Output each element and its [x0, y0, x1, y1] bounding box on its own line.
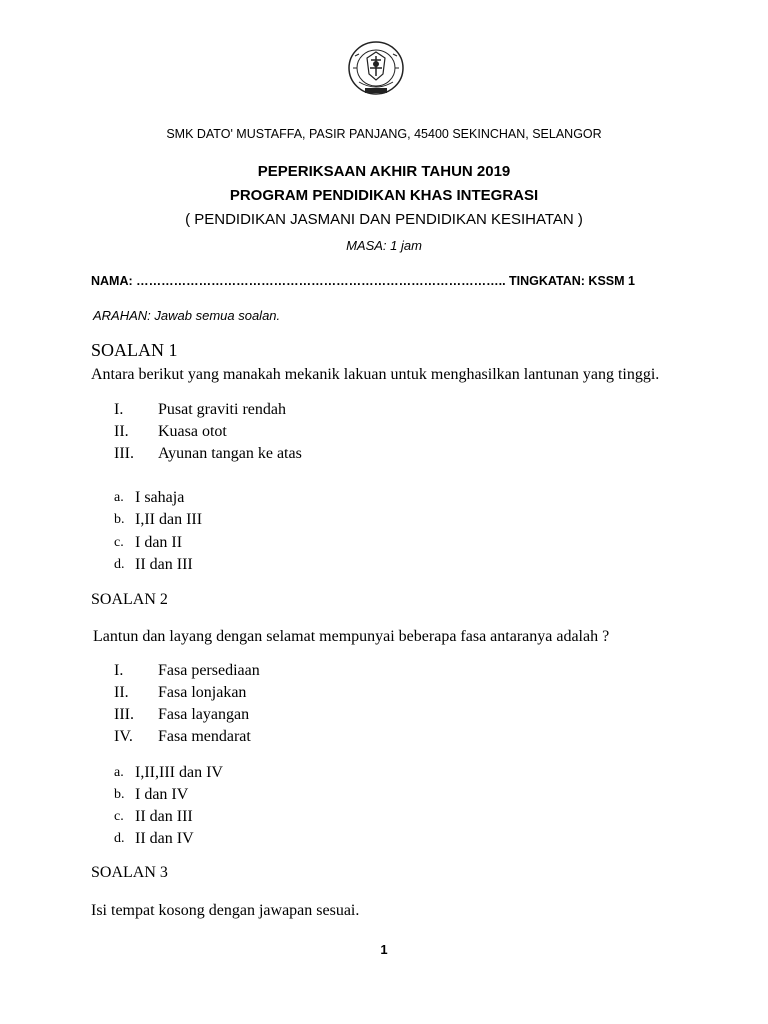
- instruction: ARAHAN: Jawab semua soalan.: [93, 308, 281, 323]
- statement-text: Kuasa otot: [158, 423, 227, 440]
- question-1-text: Antara berikut yang manakah mekanik lakuan untuk menghasilkan lantunan yang tinggi.: [91, 366, 660, 383]
- statement-number: I.: [114, 662, 124, 679]
- question-3-heading: SOALAN 3: [91, 864, 168, 881]
- option-key: b.: [114, 512, 125, 527]
- statement-number: III.: [114, 706, 134, 723]
- student-name-line: NAMA: …………………………………………………………………………….. TINGKATAN: KSSM 1: [91, 274, 635, 288]
- option-key: d.: [114, 831, 125, 846]
- option-key: c.: [114, 809, 124, 824]
- statement-number: I.: [114, 401, 124, 418]
- statement-text: Fasa persediaan: [158, 662, 260, 679]
- statement-text: Pusat graviti rendah: [158, 401, 286, 418]
- option-key: a.: [114, 490, 124, 505]
- statement-number: II.: [114, 684, 129, 701]
- statement-text: Fasa layangan: [158, 706, 250, 723]
- option-key: a.: [114, 765, 124, 780]
- option-text: I,II,III dan IV: [135, 764, 223, 781]
- statement-text: Fasa lonjakan: [158, 684, 247, 701]
- statement-text: Fasa mendarat: [158, 728, 251, 745]
- school-logo: [345, 38, 407, 102]
- question-2-text: Lantun dan layang dengan selamat mempunyai beberapa fasa antaranya adalah ?: [93, 628, 610, 645]
- option-key: b.: [114, 787, 125, 802]
- option-text: I dan II: [135, 534, 183, 551]
- statement-number: III.: [114, 445, 134, 462]
- option-key: c.: [114, 535, 124, 550]
- option-text: I sahaja: [135, 489, 185, 506]
- statement-number: IV.: [114, 728, 133, 745]
- school-address: SMK DATO' MUSTAFFA, PASIR PANJANG, 45400 SEKINCHAN, SELANGOR: [166, 127, 602, 141]
- option-key: d.: [114, 557, 125, 572]
- exam-title: PEPERIKSAAN AKHIR TAHUN 2019: [257, 163, 511, 180]
- program-title: PROGRAM PENDIDIKAN KHAS INTEGRASI: [229, 187, 539, 204]
- option-text: I,II dan III: [135, 511, 203, 528]
- option-text: II dan III: [135, 808, 193, 825]
- question-3-text: Isi tempat kosong dengan jawapan sesuai.: [91, 902, 360, 919]
- statement-number: II.: [114, 423, 129, 440]
- option-text: II dan III: [135, 556, 193, 573]
- question-1-heading: SOALAN 1: [91, 340, 178, 360]
- statement-text: Ayunan tangan ke atas: [158, 445, 302, 462]
- option-text: II dan IV: [135, 830, 194, 847]
- subject-title: ( PENDIDIKAN JASMANI DAN PENDIDIKAN KESIHATAN ): [185, 211, 583, 228]
- page-number: 1: [380, 942, 388, 957]
- exam-duration: MASA: 1 jam: [346, 238, 422, 253]
- option-text: I dan IV: [135, 786, 189, 803]
- question-2-heading: SOALAN 2: [91, 591, 168, 608]
